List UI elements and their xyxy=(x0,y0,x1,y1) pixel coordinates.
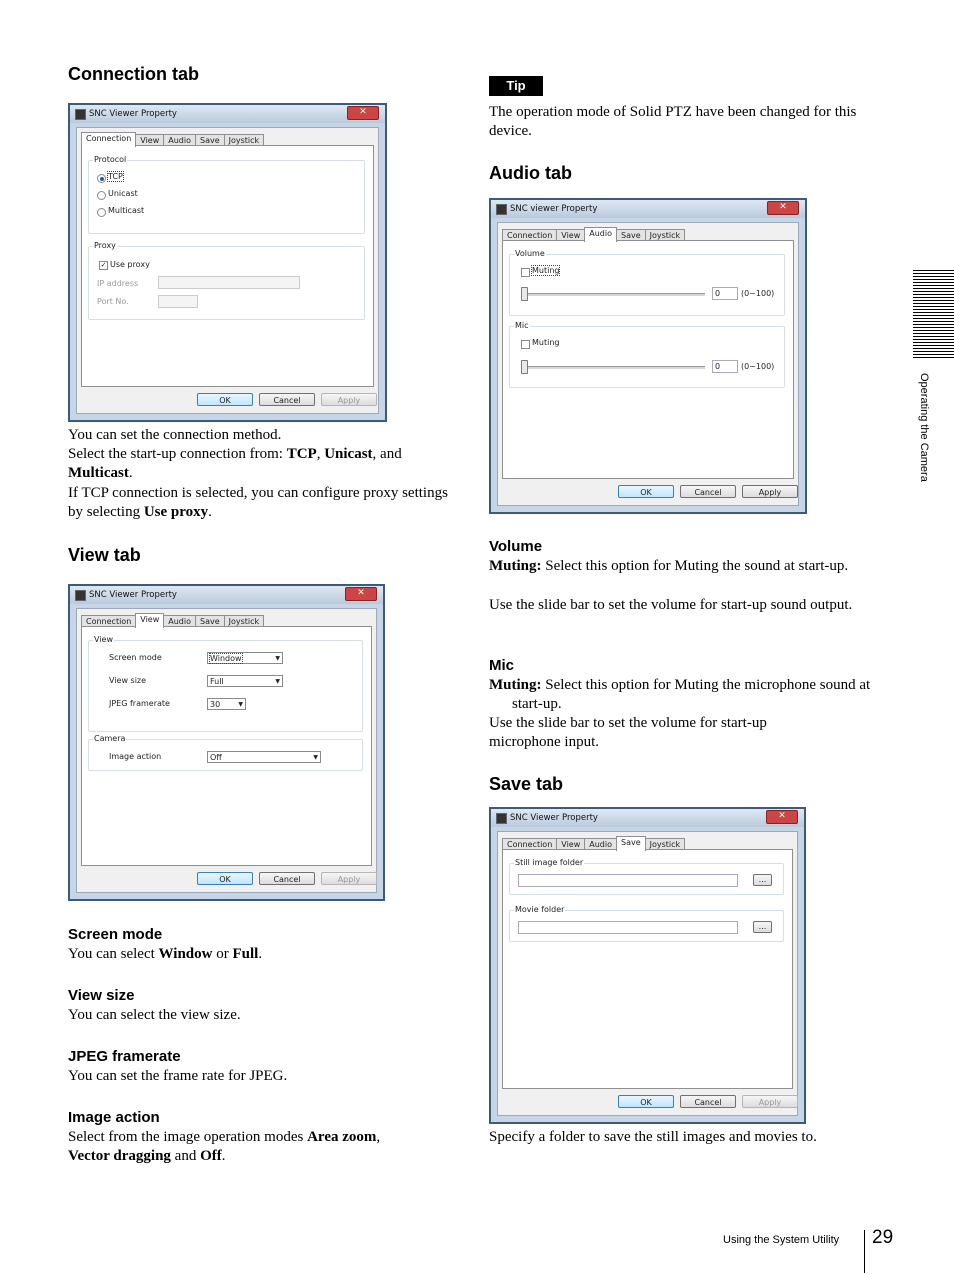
text: . xyxy=(128,465,133,481)
view-size-label: View size xyxy=(109,676,147,685)
tab-view[interactable]: View xyxy=(556,229,585,242)
tab-strip xyxy=(502,227,684,241)
tab-audio[interactable]: Audio xyxy=(584,227,617,242)
audio-dialog xyxy=(489,198,807,514)
bold-term: Muting: xyxy=(489,677,542,693)
ok-button[interactable]: OK xyxy=(197,393,253,406)
text: . xyxy=(221,1148,226,1164)
tab-save[interactable]: Save xyxy=(195,615,225,628)
section-side-label: Operating the Camera xyxy=(918,373,930,482)
camera-group-label: Camera xyxy=(94,734,126,743)
bold-term: Vector dragging xyxy=(68,1148,171,1164)
tab-view[interactable]: View xyxy=(135,613,164,628)
jpeg-framerate-heading: JPEG framerate xyxy=(68,1048,181,1065)
tab-audio[interactable]: Audio xyxy=(163,134,196,147)
volume-label: Volume xyxy=(515,249,545,258)
text: Select the start-up connection from: xyxy=(68,446,287,462)
mic-desc: Use the slide bar to set the volume for start-up microphone input. xyxy=(489,715,767,750)
chevron-down-icon: ▼ xyxy=(313,754,318,761)
page-number: 29 xyxy=(872,1227,894,1248)
tab-connection[interactable]: Connection xyxy=(502,229,557,242)
chevron-down-icon: ▼ xyxy=(275,678,280,685)
volume-muting-desc xyxy=(489,557,882,576)
connection-dialog xyxy=(68,103,387,422)
tab-joystick[interactable]: Joystick xyxy=(645,838,686,851)
dialog-titlebar xyxy=(70,105,385,123)
dialog-body xyxy=(497,831,798,1116)
save-tab-heading: Save tab xyxy=(489,774,564,794)
volume-value: 0 xyxy=(715,289,721,298)
select-value: Full xyxy=(210,677,224,686)
tab-audio[interactable]: Audio xyxy=(584,838,617,851)
bold-term: Use proxy xyxy=(143,504,209,520)
volume-range: (0~100) xyxy=(741,289,775,298)
ok-button[interactable]: OK xyxy=(618,1095,674,1108)
volume-muting-checkbox[interactable] xyxy=(521,268,530,277)
bold-term: Off xyxy=(200,1148,222,1164)
tab-joystick[interactable]: Joystick xyxy=(224,615,265,628)
jpeg-framerate-label: JPEG framerate xyxy=(109,699,170,708)
view-group-label: View xyxy=(94,635,113,644)
dialog-title: SNC Viewer Property xyxy=(510,813,598,823)
mic-value: 0 xyxy=(715,362,721,371)
mic-group xyxy=(509,326,785,388)
ok-button[interactable]: OK xyxy=(618,485,674,498)
close-icon[interactable]: ✕ xyxy=(347,106,379,120)
mic-slider-track[interactable] xyxy=(521,366,705,369)
movie-browse-button[interactable]: ... xyxy=(753,921,772,933)
dialog-titlebar xyxy=(491,200,805,218)
tab-save[interactable]: Save xyxy=(616,836,646,851)
radio-tcp[interactable] xyxy=(97,174,106,183)
chevron-down-icon: ▼ xyxy=(275,655,280,662)
bold-term: Full xyxy=(232,946,259,962)
still-image-browse-button[interactable]: ... xyxy=(753,874,772,886)
apply-button[interactable]: Apply xyxy=(742,485,798,498)
proxy-label: Proxy xyxy=(94,241,116,250)
tab-save[interactable]: Save xyxy=(195,134,225,147)
cancel-button[interactable]: Cancel xyxy=(259,393,315,406)
screen-mode-heading: Screen mode xyxy=(68,926,163,943)
tab-strip xyxy=(81,132,263,146)
audio-tab-heading: Audio tab xyxy=(489,163,572,183)
view-tab-heading: View tab xyxy=(68,545,141,565)
radio-unicast-label: Unicast xyxy=(108,189,138,198)
dialog-titlebar xyxy=(70,586,383,604)
still-image-folder-input[interactable] xyxy=(518,874,738,887)
text: , and xyxy=(372,446,402,462)
footer-divider xyxy=(864,1230,865,1273)
radio-multicast-label: Multicast xyxy=(108,206,145,215)
app-icon xyxy=(496,813,507,824)
jpeg-framerate-select[interactable] xyxy=(207,698,246,710)
mic-muting-label: Muting xyxy=(532,338,560,347)
text: , xyxy=(376,1129,381,1145)
image-action-desc xyxy=(68,1128,448,1166)
dialog-body xyxy=(497,222,799,506)
select-value: 30 xyxy=(210,700,221,709)
cancel-button[interactable]: Cancel xyxy=(259,872,315,885)
view-size-select[interactable] xyxy=(207,675,283,687)
tab-connection[interactable]: Connection xyxy=(81,132,136,147)
volume-muting-label: Muting xyxy=(532,266,560,275)
text: Select this option for Muting the sound at start-up. xyxy=(541,558,849,574)
screen-mode-desc xyxy=(68,945,448,964)
dialog-title: SNC Viewer Property xyxy=(89,590,177,600)
close-icon[interactable]: ✕ xyxy=(345,587,377,601)
mic-range: (0~100) xyxy=(741,362,775,371)
screen-mode-select[interactable] xyxy=(207,652,283,664)
movie-folder-label: Movie folder xyxy=(515,905,565,914)
tab-connection[interactable]: Connection xyxy=(502,838,557,851)
tip-text: The operation mode of Solid PTZ have been changed for this device. xyxy=(489,104,857,139)
view-size-desc: You can select the view size. xyxy=(68,1007,241,1023)
view-dialog xyxy=(68,584,385,901)
mic-heading: Mic xyxy=(489,657,515,674)
tab-panel xyxy=(502,240,794,479)
tab-view[interactable]: View xyxy=(556,838,585,851)
close-icon[interactable]: ✕ xyxy=(766,810,798,824)
mic-slider-thumb[interactable] xyxy=(521,360,528,374)
connection-desc-2 xyxy=(68,445,448,483)
ip-address-label: IP address xyxy=(97,279,139,288)
radio-unicast[interactable] xyxy=(97,191,106,200)
connection-desc-3 xyxy=(68,484,448,522)
volume-slider-track[interactable] xyxy=(521,293,705,296)
image-action-select[interactable] xyxy=(207,751,321,763)
dialog-body xyxy=(76,608,377,893)
select-value: Off xyxy=(210,753,222,762)
text: or xyxy=(212,946,233,962)
dialog-title: SNC Viewer Property xyxy=(89,109,177,119)
use-proxy-label: Use proxy xyxy=(110,260,150,269)
app-icon xyxy=(75,109,86,120)
text: and xyxy=(170,1148,201,1164)
select-value: Window xyxy=(210,654,242,663)
app-icon xyxy=(75,590,86,601)
mic-muting-desc xyxy=(489,676,897,714)
tab-view[interactable]: View xyxy=(135,134,164,147)
cancel-button[interactable]: Cancel xyxy=(680,485,736,498)
close-icon[interactable]: ✕ xyxy=(767,201,799,215)
text: If TCP connection is selected, you can configure proxy settings by selecting xyxy=(68,485,448,520)
tab-save[interactable]: Save xyxy=(616,229,646,242)
mic-label: Mic xyxy=(515,321,529,330)
text: , xyxy=(316,446,325,462)
still-image-folder-label: Still image folder xyxy=(515,858,584,867)
bold-term: Multicast xyxy=(68,465,129,481)
connection-tab-heading: Connection tab xyxy=(68,64,199,84)
port-label: Port No. xyxy=(97,297,129,306)
section-index-bars xyxy=(913,270,954,359)
view-size-heading: View size xyxy=(68,987,135,1004)
tab-joystick[interactable]: Joystick xyxy=(224,134,265,147)
ip-address-input[interactable] xyxy=(158,276,300,289)
save-desc: Specify a folder to save the still images and movies to. xyxy=(489,1129,817,1145)
text: . xyxy=(258,946,263,962)
bold-term: Unicast xyxy=(324,446,373,462)
mic-muting-checkbox[interactable] xyxy=(521,340,530,349)
tab-strip xyxy=(81,613,263,627)
tip-label: Tip xyxy=(489,76,543,96)
jpeg-framerate-desc: You can set the frame rate for JPEG. xyxy=(68,1068,288,1084)
text: You can select xyxy=(68,946,159,962)
radio-tcp-label: TCP xyxy=(108,172,123,181)
connection-desc-1: You can set the connection method. xyxy=(68,427,282,443)
tab-panel xyxy=(81,626,372,866)
bold-term: Area zoom xyxy=(307,1129,377,1145)
volume-slider-thumb[interactable] xyxy=(521,287,528,301)
screen-mode-label: Screen mode xyxy=(109,653,162,662)
bold-term: Muting: xyxy=(489,558,542,574)
volume-heading: Volume xyxy=(489,538,543,555)
tab-panel xyxy=(81,145,374,387)
text: . xyxy=(208,504,212,520)
save-dialog xyxy=(489,807,806,1124)
radio-multicast[interactable] xyxy=(97,208,106,217)
apply-button[interactable]: Apply xyxy=(321,393,377,406)
dialog-titlebar xyxy=(491,809,804,827)
image-action-heading: Image action xyxy=(68,1109,160,1126)
protocol-label: Protocol xyxy=(94,155,127,164)
tab-panel xyxy=(502,849,793,1089)
apply-button[interactable]: Apply xyxy=(742,1095,798,1108)
volume-group xyxy=(509,254,785,316)
tab-joystick[interactable]: Joystick xyxy=(645,229,686,242)
dialog-title: SNC viewer Property xyxy=(510,204,598,214)
volume-desc: Use the slide bar to set the volume for start-up sound output. xyxy=(489,597,853,613)
use-proxy-checkbox[interactable]: ✓ xyxy=(100,261,107,269)
text: Select from the image operation modes xyxy=(68,1129,308,1145)
movie-folder-input[interactable] xyxy=(518,921,738,934)
chevron-down-icon: ▼ xyxy=(238,701,243,708)
apply-button[interactable]: Apply xyxy=(321,872,377,885)
ok-button[interactable]: OK xyxy=(197,872,253,885)
cancel-button[interactable]: Cancel xyxy=(680,1095,736,1108)
bold-term: Window xyxy=(158,946,213,962)
tab-connection[interactable]: Connection xyxy=(81,615,136,628)
tab-audio[interactable]: Audio xyxy=(163,615,196,628)
text: Select this option for Muting the microphone sound at start-up. xyxy=(512,677,871,712)
app-icon xyxy=(496,204,507,215)
tab-strip xyxy=(502,836,684,850)
image-action-label: Image action xyxy=(109,752,162,761)
dialog-body xyxy=(76,127,379,414)
footer-section-title: Using the System Utility xyxy=(723,1234,840,1246)
bold-term: TCP xyxy=(286,446,317,462)
port-input[interactable] xyxy=(158,295,198,308)
